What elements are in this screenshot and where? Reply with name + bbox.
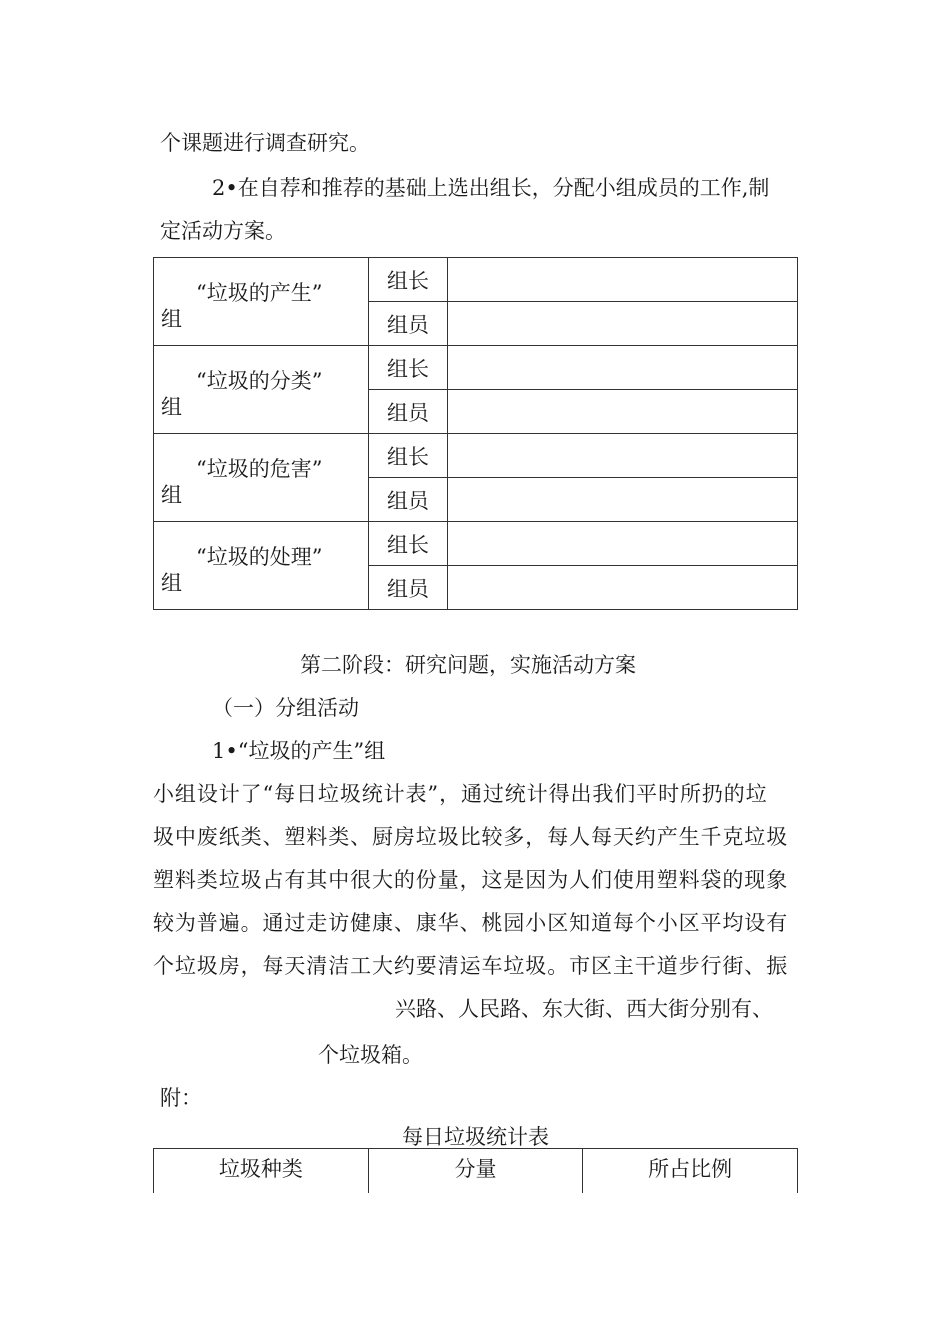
stage2-heading: 第二阶段：研究问题，实施活动方案: [300, 653, 636, 677]
paragraph-line-end: 个垃圾箱。: [318, 1043, 423, 1067]
group-cell: [154, 434, 369, 522]
member-entry[interactable]: [448, 302, 798, 346]
role-leader: 组长: [369, 258, 448, 302]
role-member: 组员: [369, 478, 448, 522]
role-member: 组员: [369, 566, 448, 610]
group-suffix: 组: [161, 483, 182, 507]
stats-table-caption: 每日垃圾统计表: [402, 1125, 549, 1149]
paragraph-line: 较为普遍。通过走访健康、康华、桃园小区知道每个小区平均设有: [153, 911, 789, 935]
group-suffix: 组: [161, 395, 182, 419]
member-entry[interactable]: [448, 566, 798, 610]
group-assignment-table: [153, 257, 798, 610]
group-cell: [154, 346, 369, 434]
intro-line-3: 定活动方案。: [160, 219, 286, 243]
member-entry[interactable]: [448, 478, 798, 522]
leader-entry[interactable]: [448, 346, 798, 390]
group-suffix: 组: [161, 307, 182, 331]
intro-line-1: 个课题进行调查研究。: [160, 131, 370, 155]
leader-entry[interactable]: [448, 522, 798, 566]
paragraph-line-indented: 兴路、人民路、东大街、西大街分别有、: [395, 997, 773, 1021]
role-leader: 组长: [369, 522, 448, 566]
paragraph-line: 小组设计了“每日垃圾统计表”，通过统计得出我们平时所扔的垃: [153, 782, 768, 806]
member-entry[interactable]: [448, 390, 798, 434]
role-member: 组员: [369, 302, 448, 346]
paragraph-line: 圾中废纸类、塑料类、厨房垃圾比较多，每人每天约产生千克垃圾: [153, 825, 789, 849]
leader-entry[interactable]: [448, 258, 798, 302]
group-cell: [154, 258, 369, 346]
header-waste-type: 垃圾种类: [154, 1149, 369, 1194]
stage2-item-1: 1•“垃圾的产生”组: [212, 739, 386, 763]
group-cell: [154, 522, 369, 610]
group-name: “垃圾的处理”: [196, 545, 323, 569]
intro-line-2: 2•在自荐和推荐的基础上选出组长，分配小组成员的工作,制: [212, 176, 770, 200]
group-name: “垃圾的产生”: [196, 281, 323, 305]
leader-entry[interactable]: [448, 434, 798, 478]
header-quantity: 分量: [368, 1149, 583, 1194]
role-member: 组员: [369, 390, 448, 434]
header-proportion: 所占比例: [583, 1149, 798, 1194]
group-suffix: 组: [161, 571, 182, 595]
daily-waste-stats-table: [153, 1148, 798, 1193]
group-name: “垃圾的分类”: [196, 369, 323, 393]
group-name: “垃圾的危害”: [196, 457, 323, 481]
role-leader: 组长: [369, 346, 448, 390]
role-leader: 组长: [369, 434, 448, 478]
appendix-label: 附：: [160, 1086, 202, 1110]
stage2-subheading: （一）分组活动: [212, 696, 359, 720]
paragraph-line: 塑料类垃圾占有其中很大的份量，这是因为人们使用塑料袋的现象: [153, 868, 789, 892]
paragraph-line: 个垃圾房，每天清洁工大约要清运车垃圾。市区主干道步行街、振: [153, 954, 789, 978]
